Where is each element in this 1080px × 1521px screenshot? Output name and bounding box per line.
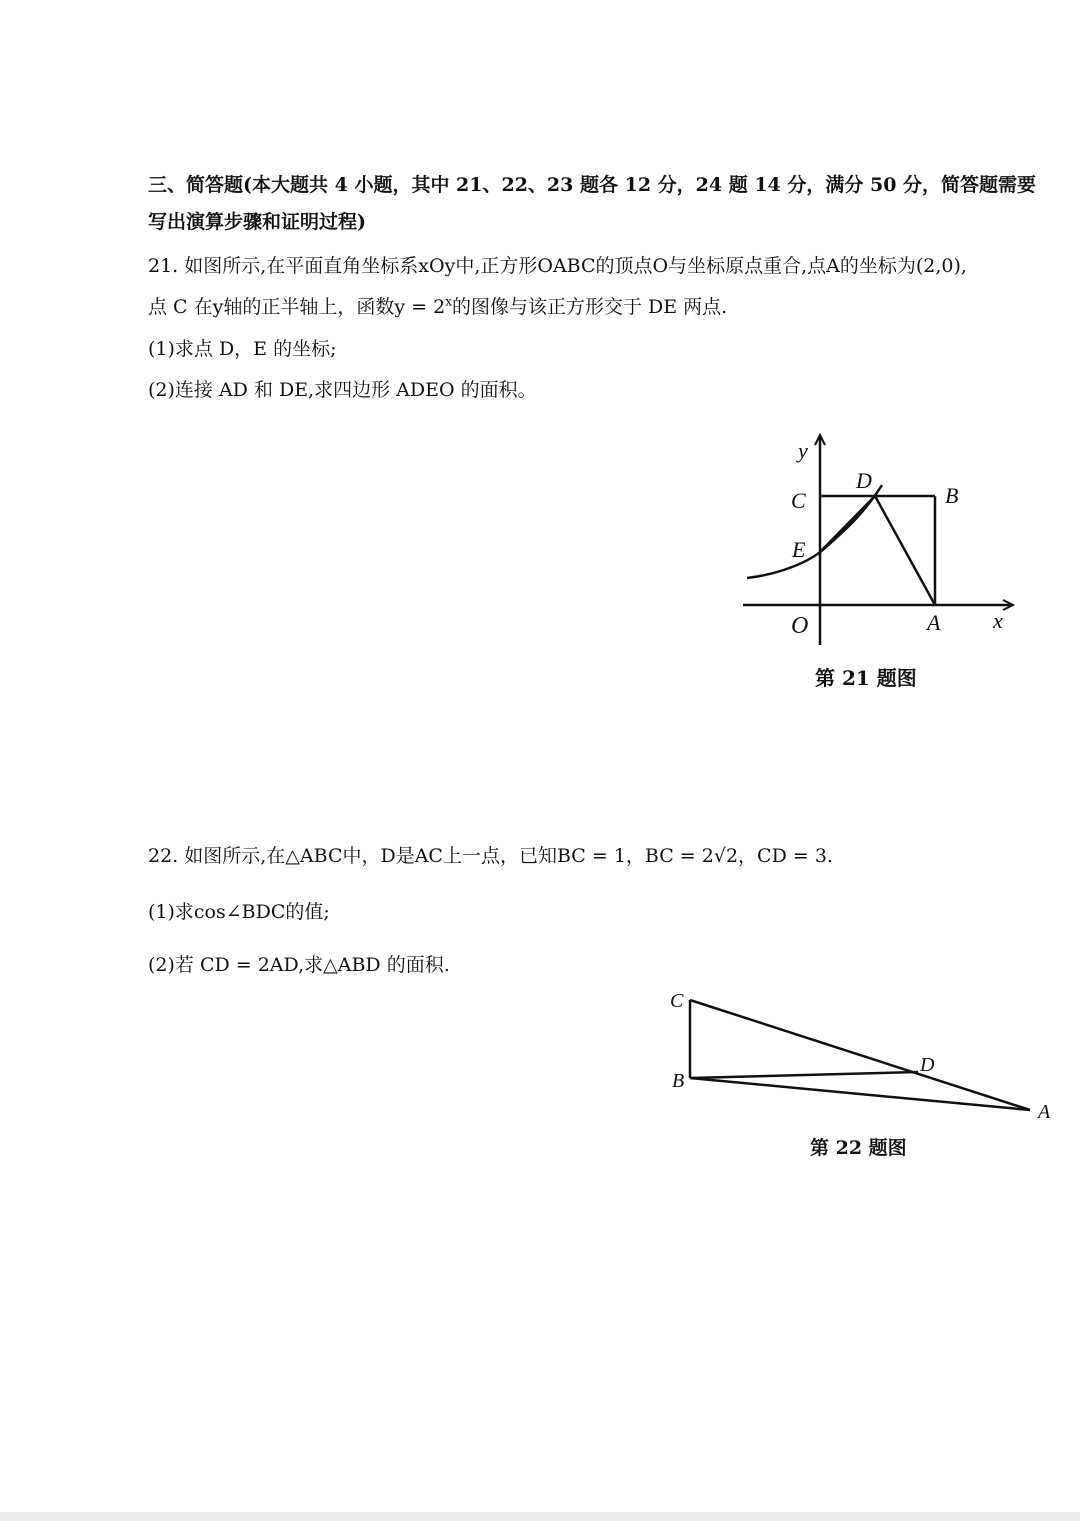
label-A: A bbox=[927, 610, 941, 635]
segment-DE bbox=[820, 496, 875, 552]
q21-line2-a: 点 C 在y轴的正半轴上，函数y = 2 bbox=[148, 296, 446, 318]
q21-part1: (1)求点 D，E 的坐标; bbox=[148, 338, 337, 360]
page-bottom-edge bbox=[0, 1512, 1080, 1521]
label-B: B bbox=[945, 483, 959, 508]
label-E: E bbox=[792, 537, 806, 562]
label-O: O bbox=[791, 613, 809, 639]
q21-line1: 21. 如图所示,在平面直角坐标系xOy中,正方形OABC的顶点O与坐标原点重合,点A的坐标为(2,0), bbox=[148, 255, 967, 277]
q21-part2: (2)连接 AD 和 DE,求四边形 ADEO 的面积。 bbox=[148, 379, 537, 401]
segment-DA bbox=[875, 496, 935, 605]
q21-exponent: x bbox=[445, 294, 452, 309]
label-C: C bbox=[670, 990, 684, 1012]
q22-line1: 22. 如图所示,在△ABC中，D是AC上一点，已知BC = 1，BC = 2√2，CD = 3. bbox=[148, 845, 833, 867]
q22-part1: (1)求cos∠BDC的值; bbox=[148, 901, 330, 923]
exponential-curve bbox=[747, 485, 882, 578]
label-D: D bbox=[920, 1054, 935, 1076]
q21-figure bbox=[735, 430, 1025, 650]
section-heading-line2: 写出演算步骤和证明过程) bbox=[148, 211, 366, 233]
label-y: y bbox=[798, 438, 808, 463]
q21-figure-caption: 第 21 题图 bbox=[815, 666, 917, 690]
label-x: x bbox=[993, 608, 1003, 633]
section-heading-line1: 三、简答题(本大题共 4 小题，其中 21、22、23 题各 12 分，24 题 14 分，满分 50 分，简答题需要 bbox=[148, 174, 1037, 196]
label-D: D bbox=[856, 468, 872, 493]
label-C: C bbox=[791, 488, 806, 513]
label-A: A bbox=[1038, 1101, 1051, 1120]
q21-line2 bbox=[148, 292, 727, 319]
q21-line2-b: 的图像与该正方形交于 DE 两点. bbox=[451, 296, 728, 318]
segment-BD bbox=[690, 1072, 918, 1078]
q22-figure bbox=[660, 980, 1060, 1120]
q22-part2: (2)若 CD = 2AD,求△ABD 的面积. bbox=[148, 954, 450, 976]
q22-figure-caption: 第 22 题图 bbox=[810, 1137, 907, 1159]
label-B: B bbox=[672, 1070, 685, 1092]
